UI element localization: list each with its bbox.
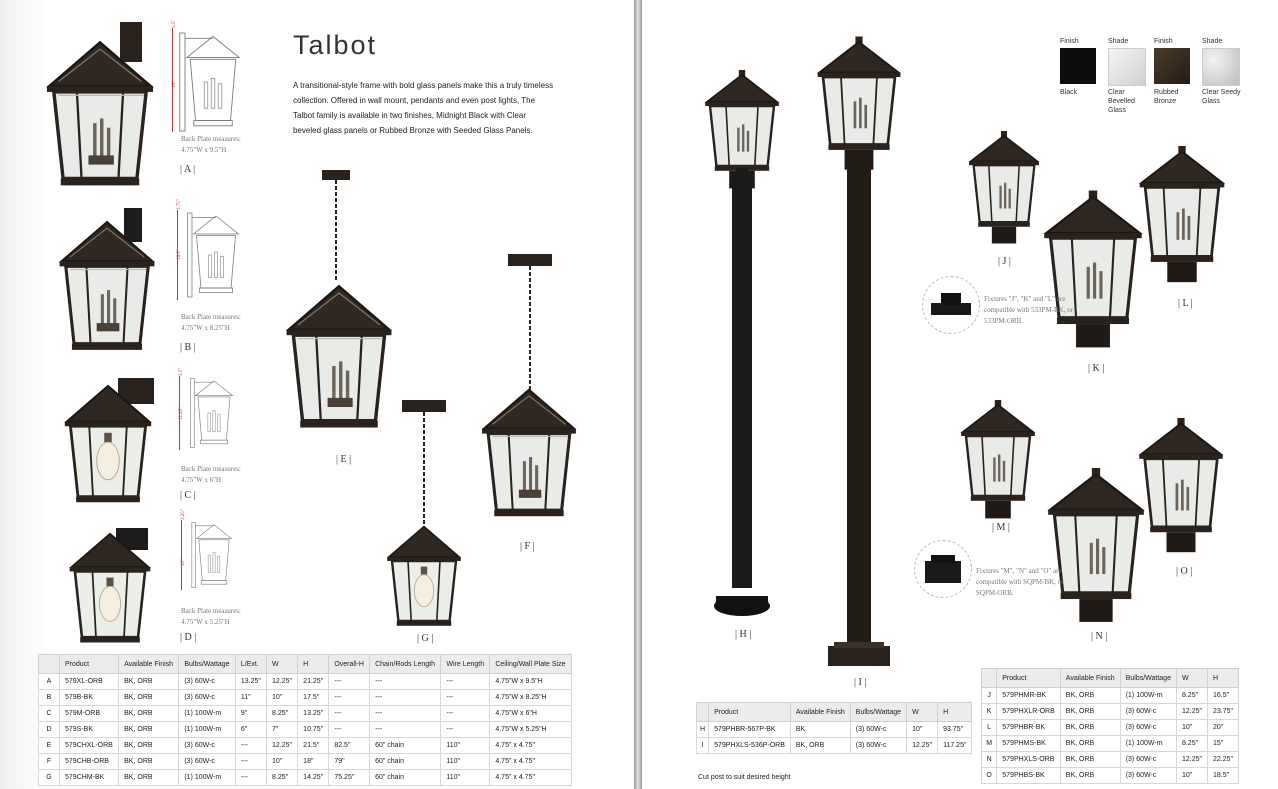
table-cell: (3) 60W-c <box>179 690 236 706</box>
row-key-cell: B <box>39 690 60 706</box>
table-cell: 23.75" <box>1207 704 1238 720</box>
table-cell: 10" <box>267 690 298 706</box>
table-row <box>39 738 572 754</box>
row-key-cell: J <box>982 688 997 704</box>
table-header-row <box>697 703 972 722</box>
table-cell: 10" <box>1176 720 1207 736</box>
row-key-cell: H <box>697 722 709 738</box>
table-body <box>982 688 1239 784</box>
table-row <box>982 720 1239 736</box>
table-cell: 14.25" <box>298 770 329 786</box>
fixture-j-letter: | J | <box>998 256 1011 267</box>
table-cell: (3) 60W-c <box>179 738 236 754</box>
backplate-b-value: 4.75"W x 8.25"H <box>181 324 230 332</box>
fixture-d-image <box>66 528 154 646</box>
fixture-m-image <box>958 400 1038 520</box>
table-cell: 110" <box>441 754 490 770</box>
table-cell: --- <box>441 674 490 690</box>
col-w: W <box>1176 669 1207 688</box>
col-plate: Ceiling/Wall Plate Size <box>490 655 572 674</box>
dim-d-mid: 10" <box>181 558 186 566</box>
backplate-a-label: Back Plate measures: <box>181 135 241 143</box>
table-cell: 17.5" <box>298 690 329 706</box>
backplate-d-value: 4.75"W x 5.25"H <box>181 618 230 626</box>
col-bulbs: Bulbs/Wattage <box>850 703 906 722</box>
table-cell: BK, ORB <box>1060 720 1120 736</box>
table-cell: 4.75" x 4.75" <box>490 754 572 770</box>
table-cell: 579PHXLR-ORB <box>997 704 1061 720</box>
table-cell: --- <box>235 754 266 770</box>
col-overall-h: Overall-H <box>329 655 370 674</box>
table-cell: --- <box>441 722 490 738</box>
table-cell: 579B-BK <box>60 690 119 706</box>
table-cell: (1) 100W-m <box>179 706 236 722</box>
table-body <box>39 674 572 786</box>
table-row <box>982 752 1239 768</box>
fixture-b-drawing <box>184 210 248 305</box>
shade-header-1: Shade <box>1108 38 1129 45</box>
fixture-a-letter: | A | <box>180 164 196 175</box>
fixture-e-image <box>282 168 396 440</box>
col-product: Product <box>709 703 791 722</box>
row-key-cell: L <box>982 720 997 736</box>
table-cell: 6" <box>235 722 266 738</box>
table-cell: 110" <box>441 738 490 754</box>
spec-table-wall-pendant <box>38 654 572 786</box>
table-cell: 82.5" <box>329 738 370 754</box>
table-cell: (1) 100W-m <box>179 722 236 738</box>
table-row <box>982 704 1239 720</box>
table-cell: 579S-BK <box>60 722 119 738</box>
col-h: H <box>938 703 972 722</box>
cut-post-note: Cut post to suit desired height <box>698 774 791 781</box>
backplate-d-label: Back Plate measures: <box>181 607 241 615</box>
col-chain: Chain/Rods Length <box>370 655 441 674</box>
table-cell: 579PHMR-BK <box>997 688 1061 704</box>
row-key-cell: A <box>39 674 60 690</box>
table-cell: (3) 60W-c <box>1120 752 1176 768</box>
collection-description: A transitional-style frame with bold glass panels make this a truly timeless collection. Offered in wall mount, pendants and even post lights, The Talbot family is available in two finishes, Midnight Black with Clear beveled glass panels or Rubbed Bronze with Seeded Glass Panels. <box>293 81 554 135</box>
table-cell: 10" <box>1176 768 1207 784</box>
pier-mount-jkl-icon <box>923 277 979 333</box>
table-cell: 15" <box>1207 736 1238 752</box>
fixture-a-drawing <box>178 28 248 141</box>
dim-b-mid: 16.5" <box>177 249 182 260</box>
table-cell: 21.25" <box>298 674 329 690</box>
table-body <box>697 722 972 754</box>
col-h: H <box>1207 669 1238 688</box>
table-cell: --- <box>441 690 490 706</box>
table-cell: 4.75" x 4.75" <box>490 738 572 754</box>
finish-header-2: Finish <box>1154 38 1173 45</box>
table-cell: 8.25" <box>267 770 298 786</box>
swatch-name-black: Black <box>1060 89 1078 96</box>
fixture-g-image <box>384 400 464 632</box>
table-cell: 60" chain <box>370 738 441 754</box>
fixture-e-letter: | E | <box>336 454 352 465</box>
table-cell: 22.25" <box>1207 752 1238 768</box>
table-cell: 12.25" <box>907 738 938 754</box>
table-cell: 4.75"W x 8.25"H <box>490 690 572 706</box>
table-cell: 13.25" <box>235 674 266 690</box>
swatch-clear-seedy-glass <box>1202 48 1240 86</box>
table-cell: 21.5" <box>298 738 329 754</box>
row-key-cell: E <box>39 738 60 754</box>
table-cell: 75.25" <box>329 770 370 786</box>
table-cell: --- <box>235 770 266 786</box>
table-row <box>39 770 572 786</box>
backplate-c-value: 4.75"W x 6"H <box>181 476 222 484</box>
table-cell: BK, ORB <box>119 770 179 786</box>
table-row <box>39 722 572 738</box>
dim-a-top: 3.5" <box>172 19 177 28</box>
row-key-cell: I <box>697 738 709 754</box>
swatch-name-rubbed-bronze: Rubbed Bronze <box>1154 89 1179 105</box>
table-cell: 7" <box>267 722 298 738</box>
table-cell: 117.25" <box>938 738 972 754</box>
swatch-name-clear-seedy: Clear Seedy Glass <box>1202 89 1241 105</box>
fixture-f-letter: | F | <box>520 541 535 552</box>
table-cell: BK, ORB <box>1060 736 1120 752</box>
backplate-b-label: Back Plate measures: <box>181 313 241 321</box>
table-cell: 579M-ORB <box>60 706 119 722</box>
row-key-cell: O <box>982 768 997 784</box>
finish-header-1: Finish <box>1060 38 1079 45</box>
col-finish: Available Finish <box>1060 669 1120 688</box>
table-cell: 579XL-ORB <box>60 674 119 690</box>
table-cell: (1) 100W-m <box>1120 688 1176 704</box>
note-jkl: Fixtures "J", "K" and "L" are compatible with 533PM-BK, or 533PM-ORB. <box>984 295 1074 325</box>
table-cell: --- <box>235 738 266 754</box>
table-cell: 579CHM-BK <box>60 770 119 786</box>
col-product: Product <box>997 669 1061 688</box>
pier-mount-jkl <box>922 276 980 334</box>
dim-c-mid: 11.25" <box>179 406 184 420</box>
fixture-d-drawing <box>188 520 240 595</box>
table-cell: 4.75"W x 6"H <box>490 706 572 722</box>
table-cell: (3) 60W-c <box>850 738 906 754</box>
fixture-d-dimension-line <box>181 520 190 590</box>
fixture-f-image <box>478 254 580 524</box>
col-ext: L/Ext. <box>235 655 266 674</box>
fixture-m-letter: | M | <box>992 522 1010 533</box>
fixture-k-letter: | K | <box>1088 363 1105 374</box>
table-cell: BK, ORB <box>1060 752 1120 768</box>
fixture-h-image <box>702 70 782 622</box>
table-cell: 79" <box>329 754 370 770</box>
table-cell: 18" <box>298 754 329 770</box>
col-product: Product <box>60 655 119 674</box>
swatch-black <box>1060 48 1096 84</box>
table-row <box>697 722 972 738</box>
table-cell: --- <box>370 722 441 738</box>
table-cell: --- <box>329 706 370 722</box>
backplate-c-label: Back Plate measures: <box>181 465 241 473</box>
table-cell: 110" <box>441 770 490 786</box>
dim-c-top: 3.5" <box>179 367 184 376</box>
table-cell: BK, ORB <box>119 690 179 706</box>
fixture-h-letter: | H | <box>735 629 752 640</box>
table-cell: (3) 60W-c <box>179 754 236 770</box>
table-cell: --- <box>370 706 441 722</box>
table-cell: 11" <box>235 690 266 706</box>
fixture-n-letter: | N | <box>1091 631 1108 642</box>
swatch-clear-bevelled-glass <box>1108 48 1146 86</box>
table-cell: 8.25" <box>1176 688 1207 704</box>
table-cell: 4.75"W x 5.25"H <box>490 722 572 738</box>
col-h: H <box>298 655 329 674</box>
table-header-row <box>39 655 572 674</box>
table-cell: BK <box>790 722 850 738</box>
backplate-b <box>181 312 241 334</box>
table-row <box>982 736 1239 752</box>
backplate-a <box>181 134 241 156</box>
table-header-row <box>982 669 1239 688</box>
table-cell: BK, ORB <box>790 738 850 754</box>
table-cell: 4.75" x 4.75" <box>490 770 572 786</box>
fixture-n-image <box>1042 468 1150 624</box>
row-key-cell: M <box>982 736 997 752</box>
row-key-cell: F <box>39 754 60 770</box>
fixture-j-image <box>966 126 1042 250</box>
table-cell: BK, ORB <box>119 738 179 754</box>
table-cell: 20" <box>1207 720 1238 736</box>
pier-mount-mno <box>914 540 972 598</box>
row-key-cell: D <box>39 722 60 738</box>
fixture-c-image <box>58 378 158 506</box>
table-cell: 93.75" <box>938 722 972 738</box>
backplate-a-value: 4.75"W x 9.5"H <box>181 146 227 154</box>
page-title: Talbot <box>293 30 378 60</box>
fixture-i-letter: | I | <box>854 677 867 688</box>
table-cell: 60" chain <box>370 754 441 770</box>
row-key-cell: C <box>39 706 60 722</box>
right-catalog-page <box>642 0 1278 789</box>
table-cell: (3) 60W-c <box>1120 720 1176 736</box>
table-cell: --- <box>329 722 370 738</box>
table-row <box>39 674 572 690</box>
table-cell: BK, ORB <box>1060 768 1120 784</box>
table-cell: (3) 60W-c <box>1120 768 1176 784</box>
table-cell: 579PHXLS-536P-ORB <box>709 738 791 754</box>
table-cell: 579PHMS-BK <box>997 736 1061 752</box>
table-row <box>982 768 1239 784</box>
table-cell: 8.25" <box>1176 736 1207 752</box>
table-cell: (3) 60W-c <box>1120 704 1176 720</box>
table-row <box>39 706 572 722</box>
left-catalog-page <box>0 0 634 789</box>
col-finish: Available Finish <box>790 703 850 722</box>
table-cell: BK, ORB <box>119 706 179 722</box>
table-cell: 579PHBR-567P-BK <box>709 722 791 738</box>
backplate-c <box>181 464 241 486</box>
fixture-c-drawing <box>186 376 242 455</box>
table-cell: (1) 100W-m <box>1120 736 1176 752</box>
col-w: W <box>267 655 298 674</box>
row-key-cell: G <box>39 770 60 786</box>
table-cell: 13.25" <box>298 706 329 722</box>
table-cell: BK, ORB <box>119 754 179 770</box>
table-cell: 12.25" <box>1176 704 1207 720</box>
table-cell: 4.75"W x 9.5"H <box>490 674 572 690</box>
col-key <box>39 655 60 674</box>
col-w: W <box>907 703 938 722</box>
row-key-cell: N <box>982 752 997 768</box>
table-cell: 579CHXL-ORB <box>60 738 119 754</box>
note-mno: Fixtures "M", "N" and "O" are compatible with SQPM-BK, or SQPM-ORB. <box>976 567 1064 597</box>
dim-a-mid: 18" <box>172 80 177 88</box>
table-cell: 12.25" <box>267 674 298 690</box>
swatch-name-clear-bevelled: Clear Bevelled Glass <box>1108 89 1135 114</box>
fixture-l-letter: | L | <box>1178 298 1193 309</box>
table-cell: --- <box>329 674 370 690</box>
col-finish: Available Finish <box>119 655 179 674</box>
table-cell: 579PHBR-BK <box>997 720 1061 736</box>
shade-header-2: Shade <box>1202 38 1223 45</box>
table-cell: 18.5" <box>1207 768 1238 784</box>
table-cell: 8.25" <box>267 706 298 722</box>
table-cell: 60" chain <box>370 770 441 786</box>
book-spine <box>634 0 642 789</box>
fixture-g-letter: | G | <box>417 633 434 644</box>
table-cell: 9" <box>235 706 266 722</box>
table-cell: --- <box>370 674 441 690</box>
table-cell: 16.5" <box>1207 688 1238 704</box>
spec-table-post-heads <box>981 668 1239 784</box>
table-row <box>39 754 572 770</box>
fixture-a-image <box>36 22 164 190</box>
fixture-b-image <box>52 208 162 354</box>
table-cell: 579PHBS-BK <box>997 768 1061 784</box>
table-cell: (3) 60W-c <box>850 722 906 738</box>
table-cell: --- <box>441 706 490 722</box>
col-wire: Wire Length <box>441 655 490 674</box>
table-cell: (1) 100W-m <box>179 770 236 786</box>
table-cell: 579CHB-ORB <box>60 754 119 770</box>
fixture-b-letter: | B | <box>180 342 196 353</box>
table-cell: 12.25" <box>1176 752 1207 768</box>
table-cell: 10.75" <box>298 722 329 738</box>
table-row <box>39 690 572 706</box>
fixture-o-letter: | O | <box>1176 566 1193 577</box>
dim-b-top: 3.75" <box>177 199 182 210</box>
col-bulbs: Bulbs/Wattage <box>1120 669 1176 688</box>
table-cell: BK, ORB <box>1060 688 1120 704</box>
backplate-d <box>181 606 241 628</box>
table-cell: --- <box>329 690 370 706</box>
table-row <box>982 688 1239 704</box>
fixture-d-letter: | D | <box>180 632 197 643</box>
col-key <box>697 703 709 722</box>
dim-d-top: 3.25" <box>181 509 186 520</box>
row-key-cell: K <box>982 704 997 720</box>
table-cell: BK, ORB <box>1060 704 1120 720</box>
table-cell: BK, ORB <box>119 674 179 690</box>
table-cell: 10" <box>907 722 938 738</box>
table-cell: 10" <box>267 754 298 770</box>
col-key <box>982 669 997 688</box>
swatch-rubbed-bronze <box>1154 48 1190 84</box>
pier-mount-mno-icon <box>915 541 971 597</box>
spec-table-post-lights <box>696 702 972 754</box>
table-cell: 579PHXLS-ORB <box>997 752 1061 768</box>
fixture-k-image <box>1040 186 1146 354</box>
table-cell: 12.25" <box>267 738 298 754</box>
fixture-c-letter: | C | <box>180 490 196 501</box>
table-cell: --- <box>370 690 441 706</box>
table-row <box>697 738 972 754</box>
fixture-l-image <box>1136 140 1228 290</box>
table-cell: BK, ORB <box>119 722 179 738</box>
col-bulbs: Bulbs/Wattage <box>179 655 236 674</box>
table-cell: (3) 60W-c <box>179 674 236 690</box>
fixture-i-image <box>814 36 904 670</box>
